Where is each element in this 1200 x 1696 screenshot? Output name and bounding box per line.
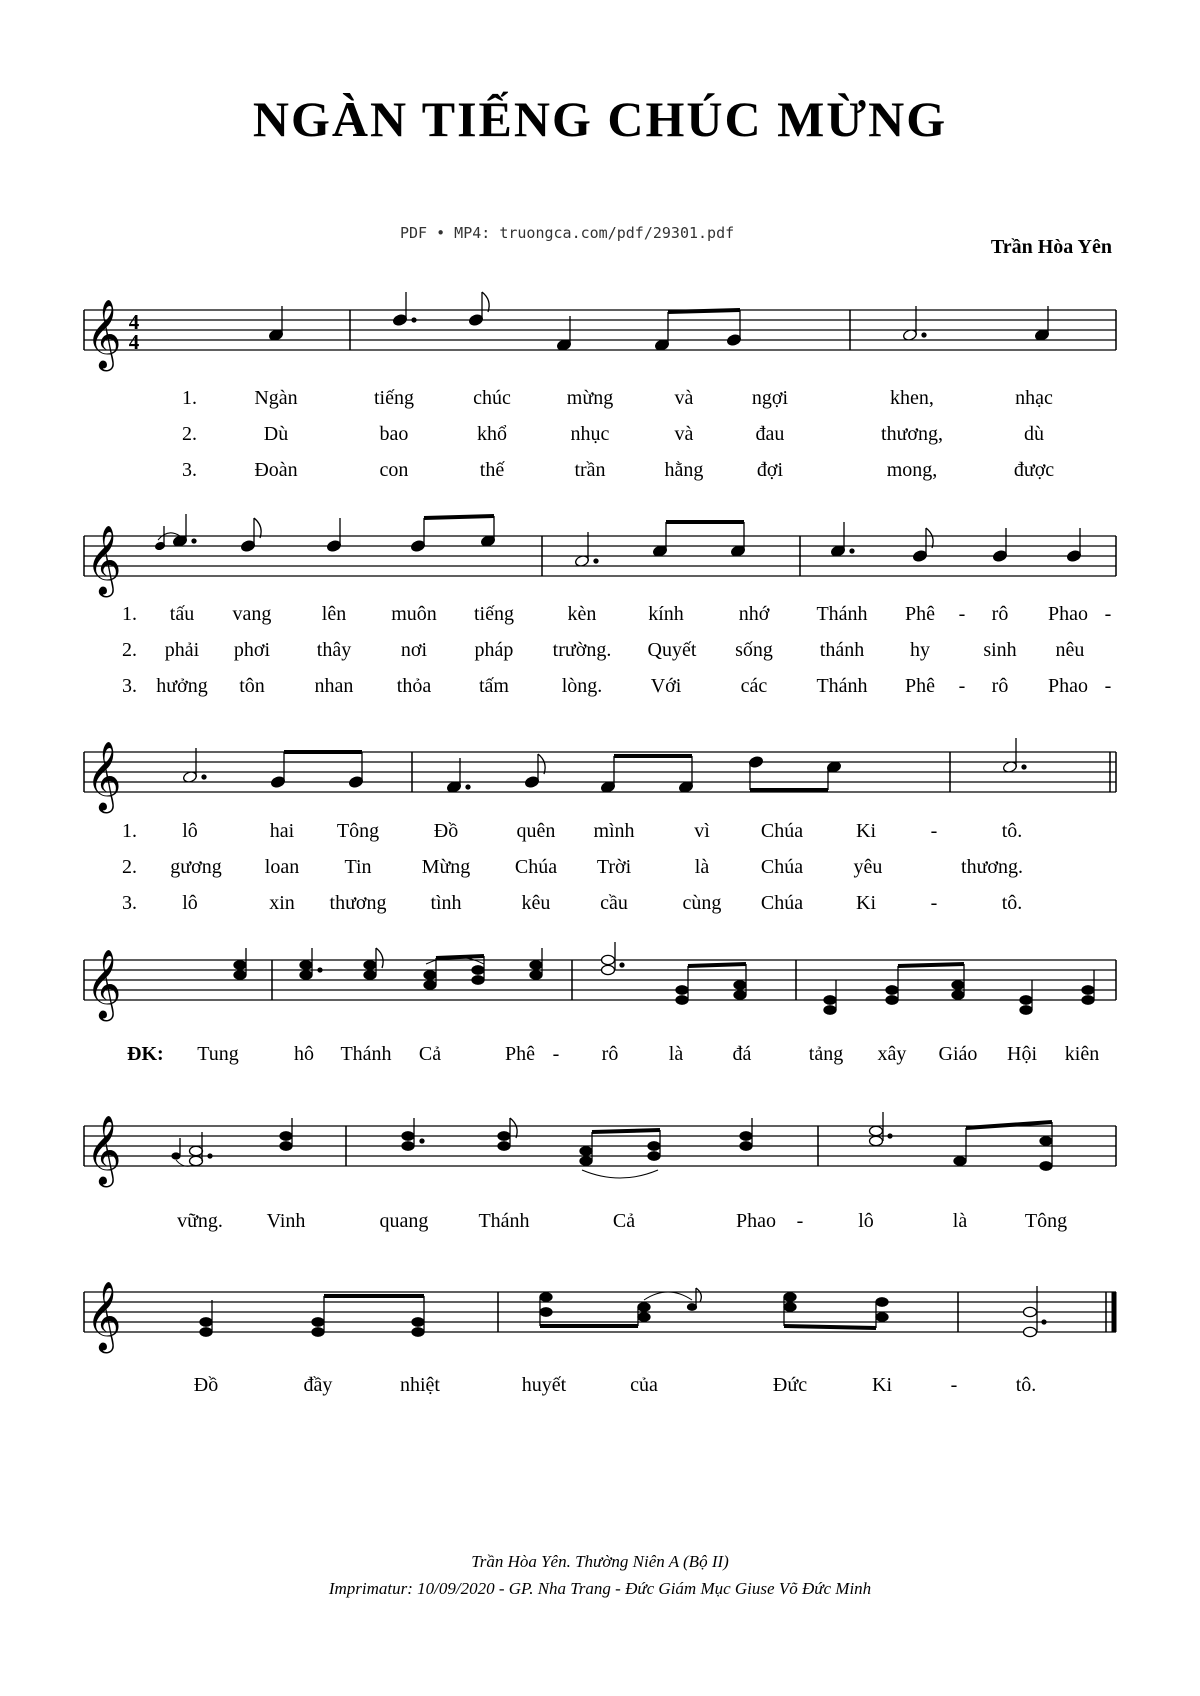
staff-lines <box>84 310 1116 350</box>
lyric-syllable: Tung <box>197 1043 239 1065</box>
lyric-syllable: - <box>950 1374 958 1396</box>
lyric-syllable: Vinh <box>266 1210 306 1232</box>
lyric-syllable: Phao <box>1048 675 1088 697</box>
lyric-syllable: cầu <box>600 892 628 914</box>
notes <box>234 942 1094 1014</box>
lyric-syllable: Tin <box>344 856 372 878</box>
treble-clef-icon: 𝄞 <box>86 1115 122 1185</box>
lyric-syllable: nêu <box>1055 639 1085 661</box>
lyric-syllable: khổ <box>477 423 507 445</box>
lyric-syllable: lô <box>182 820 198 842</box>
lyric-syllable: lô <box>858 1210 874 1232</box>
notes <box>200 1286 1046 1337</box>
lyric-syllable: mừng <box>566 387 614 409</box>
lyric-syllable: 1. <box>122 820 137 842</box>
lyric-syllable: ngợi <box>751 387 789 409</box>
lyric-syllable: tô. <box>1015 1374 1037 1396</box>
composer-name: Trần Hòa Yên <box>990 236 1112 258</box>
lyric-syllable: được <box>1013 459 1055 481</box>
lyric-syllable: dù <box>1024 423 1044 445</box>
lyric-syllable: thỏa <box>396 675 432 697</box>
lyric-syllable: quên <box>516 820 556 842</box>
lyric-syllable: vững. <box>177 1210 223 1232</box>
verse-1-row <box>0 820 1200 850</box>
notes <box>182 738 1026 794</box>
lyric-syllable: 2. <box>122 856 137 878</box>
lyric-syllable: Chúa <box>514 856 558 878</box>
lyric-syllable: thế <box>479 459 505 481</box>
time-signature-top: 4 <box>128 310 140 334</box>
lyric-syllable: các <box>740 675 768 697</box>
lyric-syllable: rô <box>601 1043 619 1065</box>
lyric-syllable: gương <box>170 856 222 878</box>
lyric-syllable: Ngàn <box>254 387 298 409</box>
treble-clef-icon: 𝄞 <box>86 949 122 1019</box>
lyric-syllable: nhạc <box>1015 387 1053 409</box>
lyric-syllable: Thánh <box>816 603 868 625</box>
lyric-syllable: hằng <box>664 459 704 481</box>
lyric-syllable: thương, <box>881 423 943 445</box>
staff-system-4 <box>0 936 1200 1046</box>
lyric-syllable: chúc <box>473 387 511 409</box>
lyric-syllable: vang <box>232 603 272 625</box>
lyric-syllable: khen, <box>890 387 934 409</box>
lyric-syllable: xin <box>269 892 295 914</box>
lyric-syllable: hưởng <box>156 675 208 697</box>
lyric-syllable: tảng <box>808 1043 844 1065</box>
lyric-syllable: - <box>1104 603 1112 625</box>
staff-lines <box>84 536 1116 576</box>
lyric-syllable: lô <box>182 892 198 914</box>
lyric-syllable: Đồ <box>433 820 459 842</box>
lyric-syllable: hai <box>269 820 295 842</box>
lyric-syllable: muôn <box>391 603 437 625</box>
lyric-syllable: 3. <box>182 459 197 481</box>
lyric-syllable: Phê <box>905 675 935 697</box>
lyric-syllable: thánh <box>819 639 865 661</box>
lyric-syllable: rô <box>991 675 1009 697</box>
lyric-syllable: vì <box>694 820 710 842</box>
lyric-syllable: tô. <box>1001 820 1023 842</box>
lyric-syllable: tấm <box>479 675 509 697</box>
lyric-syllable: 2. <box>182 423 197 445</box>
lyric-syllable: kêu <box>521 892 551 914</box>
lyric-syllable: mình <box>593 820 635 842</box>
lyric-syllable: 2. <box>122 639 137 661</box>
treble-clef-icon: 𝄞 <box>86 1281 122 1351</box>
lyric-syllable: phơi <box>233 639 271 661</box>
lyric-syllable: yêu <box>853 856 883 878</box>
lyric-syllable: và <box>674 387 694 409</box>
lyric-syllable: pháp <box>474 639 514 661</box>
lyric-syllable: nhiệt <box>400 1374 440 1396</box>
lyric-syllable: Đồ <box>193 1374 219 1396</box>
lyric-syllable: Phao <box>1048 603 1088 625</box>
lyric-syllable: sinh <box>983 639 1017 661</box>
lyric-syllable: 3. <box>122 892 137 914</box>
lyric-syllable: lòng. <box>561 675 603 697</box>
lyric-syllable: đá <box>732 1043 752 1065</box>
refrain-row-1 <box>0 1043 1200 1073</box>
lyric-syllable: kiên <box>1064 1043 1100 1065</box>
footer <box>0 1548 1200 1602</box>
lyric-syllable: là <box>694 856 710 878</box>
staff-system-1 <box>0 290 1200 400</box>
lyric-syllable: - <box>930 820 938 842</box>
lyric-syllable: Tông <box>1024 1210 1068 1232</box>
notes <box>155 514 1082 568</box>
verse-3-row <box>0 675 1200 705</box>
lyric-syllable: 1. <box>122 603 137 625</box>
time-signature-bottom: 4 <box>128 330 140 354</box>
lyric-syllable: thương. <box>961 856 1023 878</box>
lyric-syllable: mong, <box>886 459 938 481</box>
staff-system-6 <box>0 1268 1200 1378</box>
lyric-syllable: thây <box>316 639 352 661</box>
lyric-syllable: lên <box>321 603 347 625</box>
lyric-syllable: trần <box>574 459 606 481</box>
lyric-syllable: là <box>952 1210 968 1232</box>
lyric-syllable: tô. <box>1001 892 1023 914</box>
lyric-syllable: nơi <box>400 639 428 661</box>
lyric-syllable: Mừng <box>421 856 471 878</box>
lyric-syllable: quang <box>379 1210 429 1232</box>
lyric-syllable: Hội <box>1007 1043 1037 1065</box>
lyric-syllable: - <box>958 675 966 697</box>
verse-2-row <box>0 423 1200 453</box>
lyric-syllable: - <box>958 603 966 625</box>
lyric-syllable: Đoàn <box>254 459 298 481</box>
lyric-syllable: rô <box>991 603 1009 625</box>
lyric-syllable: Thánh <box>816 675 868 697</box>
lyric-syllable: Phê <box>905 603 935 625</box>
lyric-syllable: nhan <box>314 675 354 697</box>
lyric-syllable: phải <box>164 639 200 661</box>
lyric-syllable: trường. <box>552 639 612 661</box>
footer-imprimatur: Imprimatur: 10/09/2020 - GP. Nha Trang - Đức Giám Mục Giuse Võ Đức Minh <box>328 1579 872 1598</box>
lyric-syllable: Thánh <box>340 1043 392 1065</box>
lyric-syllable: - <box>1104 675 1112 697</box>
lyric-syllable: thương <box>329 892 387 914</box>
lyric-syllable: - <box>930 892 938 914</box>
lyric-syllable: Phê <box>505 1043 535 1065</box>
verse-1-row <box>0 603 1200 633</box>
lyric-syllable: là <box>668 1043 684 1065</box>
treble-clef-icon: 𝄞 <box>86 741 122 811</box>
refrain-label: ĐK: <box>127 1043 164 1065</box>
treble-clef-icon: 𝄞 <box>86 525 122 595</box>
lyric-syllable: huyết <box>521 1374 567 1396</box>
lyric-syllable: xây <box>877 1043 907 1065</box>
lyric-syllable: cùng <box>682 892 722 914</box>
verse-3-row <box>0 459 1200 489</box>
lyric-syllable: Thánh <box>478 1210 530 1232</box>
lyric-syllable: bao <box>379 423 409 445</box>
lyric-syllable: Ki <box>872 1374 892 1396</box>
lyric-syllable: Ki <box>856 820 876 842</box>
notes <box>172 1112 1052 1178</box>
lyric-syllable: đầy <box>303 1374 333 1396</box>
lyric-syllable: Chúa <box>760 856 804 878</box>
lyric-syllable: nhục <box>570 423 610 445</box>
treble-clef-icon: 𝄞 <box>86 299 122 369</box>
lyric-syllable: hy <box>910 639 930 661</box>
lyric-syllable: Với <box>650 675 682 697</box>
footer-credit: Trần Hòa Yên. Thường Niên A (Bộ II) <box>471 1552 729 1571</box>
song-title: NGÀN TIẾNG CHÚC MỪNG <box>252 91 948 147</box>
lyric-syllable: Ki <box>856 892 876 914</box>
lyric-syllable: - <box>796 1210 804 1232</box>
lyric-syllable: hô <box>294 1043 314 1065</box>
lyric-syllable: Chúa <box>760 820 804 842</box>
lyric-syllable: sống <box>735 639 773 661</box>
lyric-syllable: Giáo <box>938 1043 978 1065</box>
lyric-syllable: của <box>630 1374 658 1396</box>
verse-3-row <box>0 892 1200 922</box>
lyric-syllable: - <box>552 1043 560 1065</box>
lyric-syllable: tấu <box>169 603 195 625</box>
lyric-syllable: Quyết <box>647 639 697 661</box>
lyric-syllable: Trời <box>596 856 632 878</box>
lyric-syllable: Cả <box>612 1210 636 1232</box>
lyric-syllable: và <box>674 423 694 445</box>
lyric-syllable: 3. <box>122 675 137 697</box>
lyric-syllable: Tông <box>336 820 380 842</box>
lyric-syllable: Đức <box>772 1374 808 1396</box>
lyric-syllable: Dù <box>263 423 289 445</box>
lyric-syllable: tiếng <box>374 387 414 409</box>
lyric-syllable: tình <box>430 892 462 914</box>
lyric-syllable: Phao <box>736 1210 776 1232</box>
refrain-row-2 <box>0 1210 1200 1240</box>
staff-system-5 <box>0 1102 1200 1212</box>
lyric-syllable: con <box>379 459 409 481</box>
notes <box>268 292 1049 352</box>
lyric-syllable: đợi <box>756 459 784 481</box>
lyric-syllable: kèn <box>567 603 597 625</box>
lyric-syllable: đau <box>755 423 785 445</box>
refrain-row-3 <box>0 1374 1200 1404</box>
verse-1-row <box>0 387 1200 417</box>
lyric-syllable: tôn <box>239 675 265 697</box>
verse-2-row <box>0 856 1200 886</box>
lyric-syllable: loan <box>264 856 300 878</box>
lyric-syllable: Cả <box>418 1043 442 1065</box>
staff-lines <box>84 752 1116 792</box>
lyric-syllable: kính <box>648 603 684 625</box>
lyric-syllable: tiếng <box>474 603 514 625</box>
verse-2-row <box>0 639 1200 669</box>
lyric-syllable: 1. <box>182 387 197 409</box>
lyric-syllable: Chúa <box>760 892 804 914</box>
source-link[interactable]: PDF • MP4: truongca.com/pdf/29301.pdf <box>400 224 735 242</box>
lyric-syllable: nhớ <box>738 603 770 625</box>
